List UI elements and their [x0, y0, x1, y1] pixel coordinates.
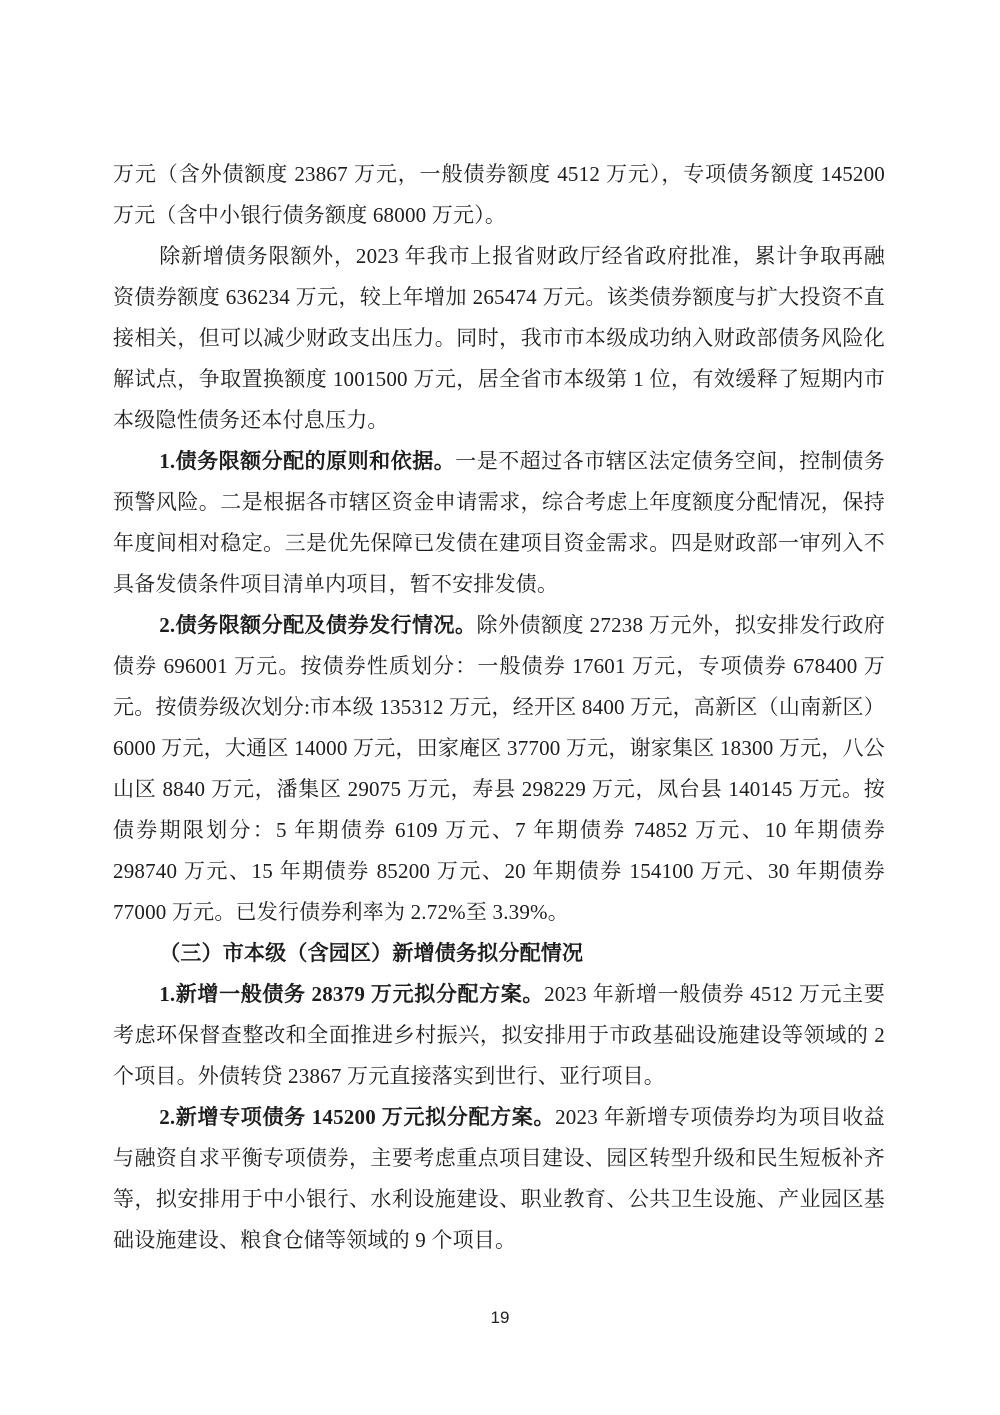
paragraph-lead: 2.新增专项债务 145200 万元拟分配方案。: [159, 1105, 556, 1129]
paragraph-text: 万元（含外债额度 23867 万元，一般债券额度 4512 万元），专项债务额度 145200 万元（含中小银行债务额度 68000 万元）。: [113, 162, 885, 227]
page-number: 19: [490, 1308, 510, 1327]
paragraph-text: 一是不超过各市辖区法定债务空间，控制债务预警风险。二是根据各市辖区资金申请需求，综合考虑上年度额度分配情况，保持年度间相对稳定。三是优先保障已发债在建项目资金需求。四是财政部一审列入不具备发债条件项目清单内项目，暂不安排发债。: [113, 449, 886, 596]
paragraph-new-special-debt-plan: [113, 1097, 885, 1261]
section-heading-three: [113, 933, 885, 974]
paragraph-text: 除外债额度 27238 万元外，拟安排发行政府债券 696001 万元。按债券性质划分：一般债券 17601 万元，专项债券 678400 万元。按债券级次划分:市本级 135312 万元，经开区 8400 万元，高新区（山南新区）6000 万元，大通区 14000 万元，田家庵区 37700 万元，谢家集区 18300 万元，八公山区 8840 万元，潘集区 29075 万元，寿县 298229 万元，凤台县 140145 万元。按债券期限划分：5 年期债券 6109 万元、7 年期债券 74852 万元、10 年期债券 298740 万元、15 年期债券 85200 万元、20 年期债券 154100 万元、30 年期债券 77000 万元。已发行债券利率为 2.72%至 3.39%。: [113, 613, 885, 924]
paragraph-text: 2023 年新增一般债券 4512 万元主要考虑环保督查整改和全面推进乡村振兴，拟安排用于市政基础设施建设等领域的 2 个项目。外债转贷 23867 万元直接落实到世行、亚行项目。: [113, 982, 885, 1088]
paragraph-lead: 1.债务限额分配的原则和依据。: [159, 449, 456, 473]
paragraph-refinancing-bonds: [113, 236, 885, 441]
paragraph-debt-limit-continuation: [113, 154, 885, 236]
paragraph-text: 2023 年新增专项债券均为项目收益与融资自求平衡专项债券，主要考虑重点项目建设、园区转型升级和民生短板补齐等，拟安排用于中小银行、水利设施建设、职业教育、公共卫生设施、产业园区基础设施建设、粮食仓储等领域的 9 个项目。: [113, 1105, 885, 1252]
paragraph-lead: 1.新增一般债务 28379 万元拟分配方案。: [159, 982, 545, 1006]
document-body: [113, 154, 885, 1261]
paragraph-limit-allocation-issuance: [113, 605, 885, 933]
paragraph-new-general-debt-plan: [113, 974, 885, 1097]
paragraph-allocation-principles: [113, 441, 885, 605]
paragraph-text: 除新增债务限额外，2023 年我市上报省财政厅经省政府批准，累计争取再融资债券额度 636234 万元，较上年增加 265474 万元。该类债券额度与扩大投资不直接相关，但可以减少财政支出压力。同时，我市市本级成功纳入财政部债务风险化解试点，争取置换额度 1001500 万元，居全省市本级第 1 位，有效缓释了短期内市本级隐性债务还本付息压力。: [113, 244, 885, 432]
paragraph-lead: 2.债务限额分配及债券发行情况。: [159, 613, 477, 637]
section-heading-text: （三）市本级（含园区）新增债务拟分配情况: [159, 941, 584, 965]
